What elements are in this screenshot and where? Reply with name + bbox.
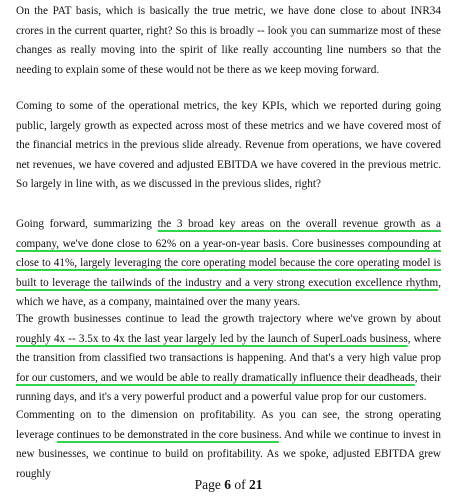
highlighted-text: continues to be demonstrated in the core business	[56, 428, 279, 441]
text-segment: , where the transition from classified two transactions is happening. And that's a very high value prop	[16, 332, 441, 364]
text-segment: , which we have, as a company, maintained over the many years.	[16, 276, 441, 308]
paragraph-pat-basis	[16, 2, 441, 80]
paragraph-profitability	[16, 406, 441, 484]
footer-middle: of	[230, 477, 249, 492]
total-page-count: 21	[248, 477, 263, 492]
page-footer	[0, 477, 457, 493]
paragraph-operational-metrics	[16, 97, 441, 195]
text-segment: Going forward, summarizing	[16, 218, 158, 230]
footer-prefix: Page	[194, 477, 225, 492]
current-page-number: 6	[224, 477, 231, 492]
paragraph-growth-businesses	[16, 310, 441, 408]
paragraph-revenue-growth	[16, 215, 441, 313]
text-segment: , their running days, and it's a very powerful product and a powerful value prop for our customers.	[16, 371, 441, 403]
text-segment: The growth businesses continue to lead the growth trajectory where we've grown by about	[16, 313, 441, 325]
highlighted-text: roughly 4x -- 3.5x to 4x the last year largely led by the launch of SuperLoads business	[16, 332, 408, 345]
text-segment: . And while we continue to invest in new businesses, we continue to build on profitability. As we spoke, adjusted EBITDA grew roughly	[16, 428, 441, 480]
highlighted-text: for our customers, and we would be able to really dramatically influence their deadheads	[16, 371, 415, 384]
highlighted-text: the 3 broad key areas on the overall revenue growth as a company, we've done close to 62% on a year-on-year basis. Core businesses compounding at close to 41%, largely leveraging the core operating model because the core operating model is built to leverage the tailwinds of the industry and a very strong execution excellence rhythm	[16, 218, 441, 289]
text-segment: Commenting on to the dimension on profitability. As you can see, the strong operating leverage	[16, 409, 441, 441]
text-segment: On the PAT basis, which is basically the true metric, we have done close to about INR34 crores in the current quarter, right? So this is broadly -- look you can summarize most of these changes as really moving into the spirit of like really accounting line numbers so that the needing to explain some of these would not be there as we keep moving forward.	[16, 5, 441, 76]
text-segment: Coming to some of the operational metrics, the key KPIs, which we reported during going public, largely growth as expected across most of these metrics and we have covered most of the financial metrics in the previous slide already. Revenue from operations, we have covered net revenues, we have covered and adjusted EBITDA we have covered in the previous metric. So largely in line with, as we discussed in the previous slides, right?	[16, 100, 441, 190]
